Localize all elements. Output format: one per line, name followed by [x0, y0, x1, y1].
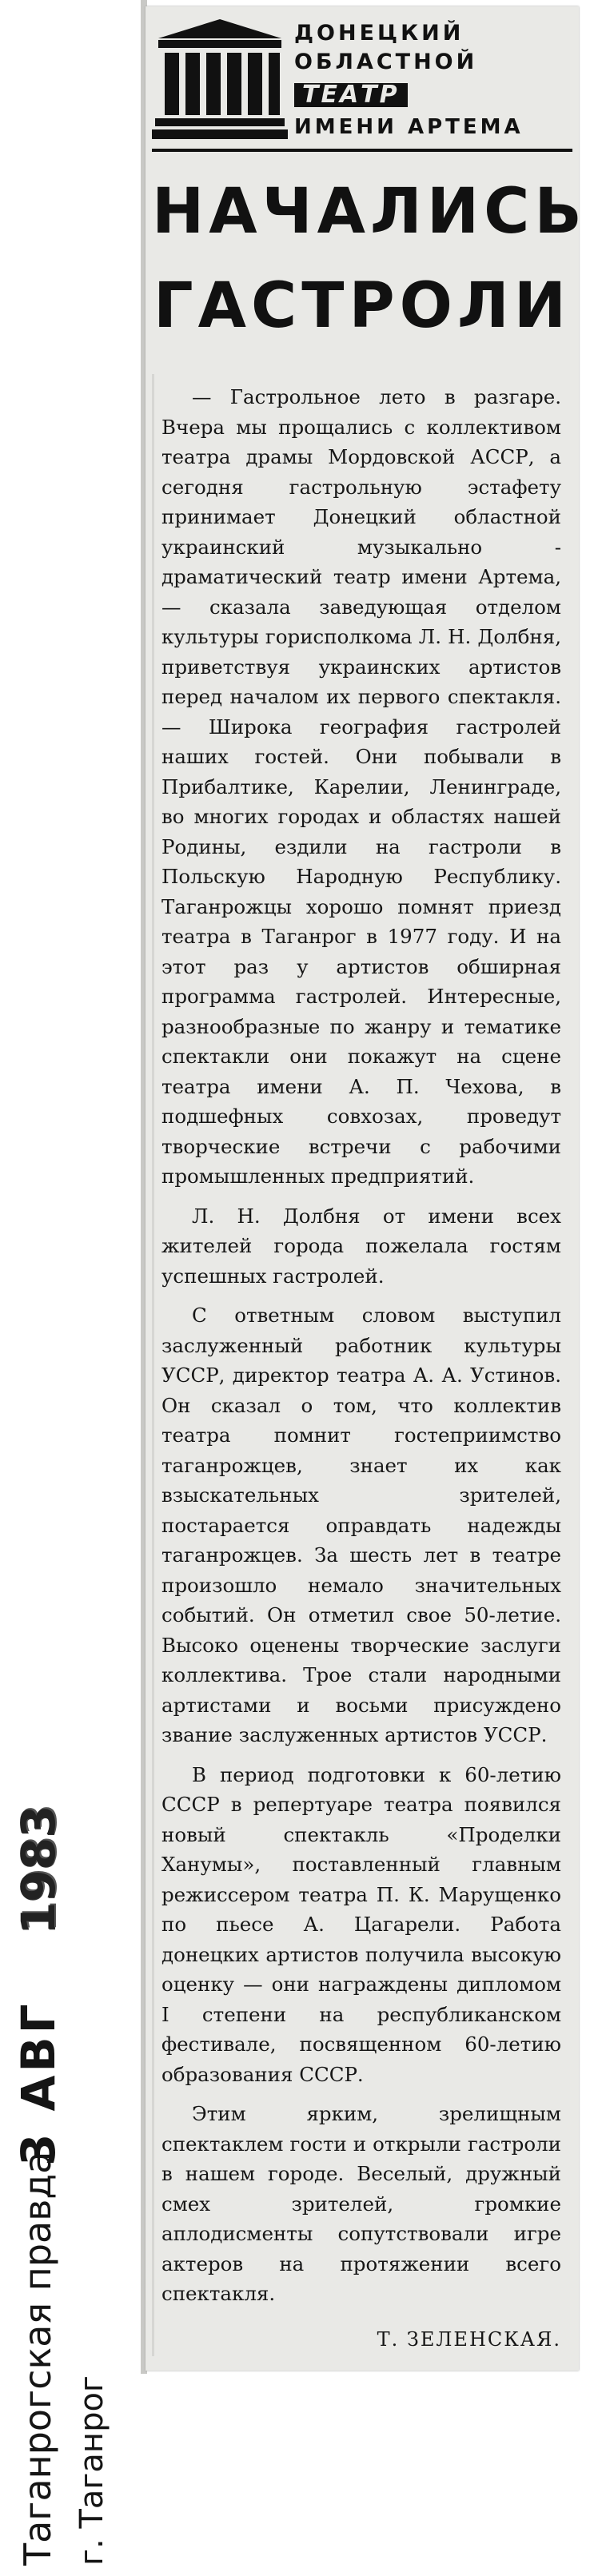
theatre-logo-icon [152, 14, 288, 142]
masthead-line-3: ТЕАТР [294, 83, 408, 107]
article-paragraph: — Гастрольное лето в разгаре. Вчера мы прощались с коллективом театра драмы Мордовской АССР, а сегодня гастрольную эстафету принимает Донецкий областной украинский музыкально - драматический театр имени Артема,— сказала заведующая отделом культуры горисполкома Л. Н. Долбня, приветствуя украинских артистов перед началом их первого спектакля.— Широка география гастролей наших гостей. Они побывали в Прибалтике, Карелии, Ленинграде, во многих городах и областях нашей Родины, ездили на гастроли в Польскую Народную Республику. Таганрожцы хорошо помнят приезд театра в Таганрог в 1977 году. И на этот раз у артистов обширная программа гастролей. Интересные, разнообразные по жанру и тематике спектакли они покажут на сцене театра имени А. П. Чехова, в подшефных совхозах, проведут творческие встречи с рабочими промышленных предприятий. [161, 385, 561, 1188]
article-paragraph: С ответным словом выступил заслуженный работник культуры УССР, директор театра А. А. Устинов. Он сказал о том, что коллектив театра помнит гостеприимство таганрожцев, знает их как взыскательных зрителей, постарается оправдать надежды таганрожцев. За шесть лет в театре произошло немало значительных событий. Он отметил свое 50-летие. Высоко оценены творческие заслуги коллектива. Трое стали народными артистами и восьми присуждено звание заслуженных артистов УССР. [161, 1304, 561, 1746]
newspaper-clipping [146, 6, 587, 2371]
newspaper-stamp [0, 1758, 141, 2576]
headline-line-1: НАЧАЛИСЬ [152, 176, 587, 248]
stamp-city: г. Таганрог [74, 2375, 110, 2566]
article-body [161, 382, 561, 2319]
stamp-rotated [0, 1758, 136, 2566]
article-headline [152, 165, 587, 353]
author-signature: Т. ЗЕЛЕНСКАЯ. [377, 2328, 561, 2351]
article-paragraph: Л. Н. Долбня от имени всех жителей города пожелала гостям успешных гастролей. [161, 1204, 561, 1288]
theatre-masthead [152, 14, 572, 144]
masthead-line-1: ДОНЕЦКИЙ [294, 21, 464, 46]
article-paragraph: В период подготовки к 60-летию СССР в репертуаре театра появился новый спектакль «Проделки Ханумы», поставленный главным режиссером театра П. К. Марущенко по пьесе А. Цагарели. Работа донецких артистов получила высокую оценку — они награждены дипломом I степени на республиканском фестивале, посвященном 60-летию образования СССР. [161, 1762, 561, 2086]
stamp-year: 1983 [11, 1805, 66, 1934]
article-paragraph: Этим ярким, зрелищным спектаклем гости и открыли гастроли в нашем городе. Веселый, дружный смех зрителей, громкие аплодисменты сопутствовали игре актеров на протяжении всего спектакля. [161, 2102, 561, 2305]
masthead-rule [152, 149, 572, 152]
masthead-line-2: ОБЛАСТНОЙ [294, 50, 478, 74]
masthead-line-4: ИМЕНИ АРТЕМА [294, 115, 524, 139]
stamp-date: 3 АВГ [11, 2001, 66, 2166]
headline-line-2: ГАСТРОЛИ [153, 270, 572, 342]
stamp-newspaper-name: Таганрогская правда [16, 2151, 59, 2566]
column-rule [152, 374, 154, 2356]
